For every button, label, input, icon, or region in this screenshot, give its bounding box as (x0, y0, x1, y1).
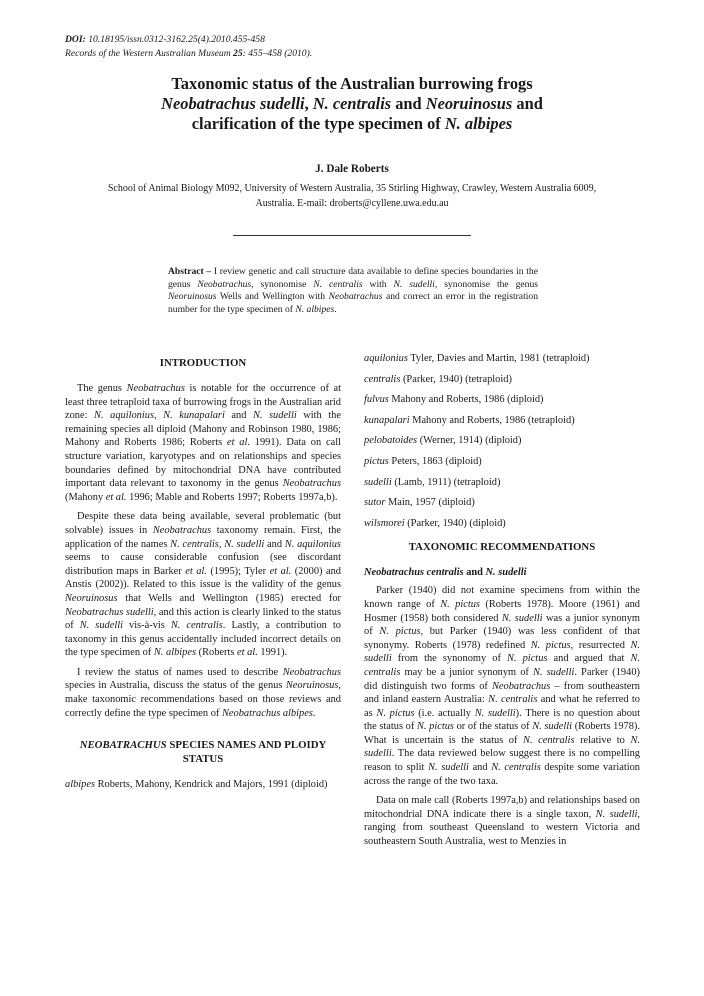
taxon-name: et al. (226, 437, 250, 449)
abstract-taxon: N. albipes (295, 303, 335, 315)
taxon-name: N. sudelli (501, 612, 543, 624)
abstract-label: Abstract – (168, 266, 212, 277)
taxon-name: N. centralis (491, 762, 541, 774)
species-name: wilsmorei (364, 517, 405, 529)
paragraph-text: , make taxonomic recommendations based on those reviews and correctly define the type specimen of (65, 680, 341, 719)
paragraph-text: . Parker (1940) did distinguish two forms of (364, 666, 640, 692)
taxon-name: et al. (237, 647, 258, 659)
paragraph-text: (Roberts (196, 647, 238, 659)
taxon-name: Neoruinosus (65, 592, 118, 604)
species-entry (364, 496, 640, 510)
paragraph-text: and argued that (547, 653, 631, 665)
author-affiliation (60, 181, 644, 211)
paragraph-text: , resurrected (570, 639, 631, 651)
subsection-taxon-2: N. sudelli (485, 567, 527, 579)
paragraph-text: The genus (77, 383, 127, 394)
recommendation-paragraph-2 (364, 794, 640, 848)
paragraph-text: taxonomy remain. First, the application of the names (65, 524, 341, 550)
species-entry (364, 393, 640, 407)
paragraph-text: Parker (1940) did not examine specimens from within the known range of (364, 585, 640, 610)
title-taxon-1: Neobatrachus sudelli (161, 94, 305, 113)
taxon-name: N. aquilonius (94, 410, 154, 422)
paragraph-text: . (312, 707, 316, 719)
paragraph-text: and (468, 762, 492, 774)
taxon-name: N. sudelli (532, 721, 573, 733)
abstract-taxon: N. centralis (313, 278, 363, 290)
taxon-name: N. centralis (170, 620, 223, 632)
title-line-1: Taxonomic status of the Australian burrowing frogs (171, 74, 533, 93)
journal-header (65, 33, 312, 61)
title-taxon-4: N. albipes (444, 114, 513, 133)
species-authority: (Parker, 1940) (diploid) (404, 517, 506, 529)
species-name: sutor (364, 497, 386, 509)
species-name: sudelli (364, 476, 392, 488)
abstract-taxon: Neoruinosus (168, 291, 217, 302)
title-line-3 (60, 114, 644, 134)
paragraph-text: . The data reviewed below suggest there is no compelling reason to split (364, 748, 640, 774)
species-name: pelobatoides (364, 435, 418, 447)
taxon-name: N. sudelli (79, 620, 123, 632)
species-name: aquilonius (364, 353, 408, 364)
taxon-name: N. centralis (523, 734, 575, 746)
paragraph-text: I review the status of names used to describe (77, 666, 283, 678)
paragraph-text: 1996; Mable and Roberts 1997; Roberts 1997a,b). (126, 491, 338, 503)
abstract (168, 266, 538, 316)
taxon-name: N. pictus (530, 639, 571, 651)
subsection-taxon-1: Neobatrachus centralis (364, 567, 464, 579)
article-title (60, 74, 644, 134)
title-sep-2: and (391, 94, 426, 113)
intro-paragraph-3 (65, 666, 341, 720)
journal-name: Records of the Western Australian Museum (65, 48, 231, 59)
title-line-3-text: clarification of the type specimen of (191, 114, 445, 133)
right-column (364, 352, 640, 855)
taxon-name: Neobatrachus albipes (221, 707, 313, 719)
taxon-name: N. sudelli (224, 538, 265, 550)
citation-line (65, 47, 312, 61)
paragraph-text: relative to (574, 734, 631, 746)
paragraph-text: , and this action is clearly linked to the status of (65, 606, 341, 632)
species-entry (364, 352, 640, 366)
paragraph-text: ). There is no question about the status of (364, 707, 640, 733)
abstract-text: Wells and Wellington with (216, 291, 329, 302)
taxon-name: N. kunapalari (163, 410, 225, 422)
taxon-name: N. sudelli (474, 707, 516, 719)
paragraph-text: , (154, 410, 164, 422)
intro-paragraph-2 (65, 510, 341, 660)
doi-label: DOI: (65, 34, 86, 45)
taxon-name: N. centralis (488, 694, 538, 706)
introduction-heading: INTRODUCTION (159, 357, 247, 369)
species-authority: Main, 1957 (diploid) (385, 497, 475, 509)
species-entry (364, 455, 640, 469)
abstract-taxon: N. sudelli (393, 278, 435, 290)
species-authority: Peters, 1863 (diploid) (388, 455, 482, 467)
paragraph-text: – from southeastern and inland eastern Australia: (364, 680, 640, 706)
left-column (65, 352, 341, 799)
paragraph-text: species in Australia, discuss the status of the genus (65, 680, 286, 692)
page-range: : 455–458 (2010). (242, 48, 313, 59)
species-entry (364, 373, 640, 387)
species-name: pictus (364, 455, 389, 467)
paragraph-text: , ranging from southeast Queensland to western Victoria and southeastern South Australia, west to Menzies in (364, 808, 640, 848)
species-authority: Tyler, Davies and Martin, 1981 (tetraploid) (407, 353, 590, 364)
taxon-name: N. pictus (376, 707, 415, 719)
subsection-and: and (463, 567, 486, 579)
abstract-taxon: Neobatrachus (328, 291, 383, 302)
species-names-heading-rest: SPECIES NAMES AND PLOIDY STATUS (166, 739, 327, 766)
paragraph-text: is notable for the occurrence of at least three tetraploid taxa of burrowing frogs in the Australian arid zone: (65, 383, 341, 422)
taxon-name: N. albipes (153, 647, 197, 659)
species-entry (364, 434, 640, 448)
species-authority: Roberts, Mahony, Kendrick and Majors, 1991 (diploid) (95, 779, 328, 791)
intro-paragraph-1 (65, 382, 341, 504)
abstract-text: and correct an error in the registration number for the type specimen of (168, 291, 538, 315)
paragraph-text: (2000) and Anstis (2002)). Related to this issue is the validity of the genus (65, 565, 341, 591)
paragraph-text: with the remaining species all diploid (Mahony and Robinson 1980, 1986; Mahony and Roberts 1986; Roberts (65, 410, 341, 449)
taxon-name: N. pictus (416, 721, 454, 733)
paragraph-text: , but Parker (1940) was less confident of that synonymy. Roberts (1978) redefined (364, 626, 640, 651)
species-name: albipes (65, 779, 96, 791)
taxon-name: N. aquilonius (284, 538, 341, 550)
species-names-heading (65, 738, 341, 766)
recommendation-paragraph-1 (364, 584, 640, 788)
taxon-name: Neobatrachus (126, 383, 185, 394)
paragraph-text: 1991). Data on call structure variation, karyotypes and on relationships and species boundaries defined by mitochondrial DNA have contributed important data relevant to taxonomy in the genus (65, 437, 341, 490)
paragraph-text: may be a junior synonym of (400, 666, 533, 678)
paragraph-text: seems to cause considerable confusion (see discordant distribution maps in Barker (65, 552, 341, 577)
taxon-name: Neobatrachus (152, 524, 212, 536)
paragraph-text: 1991). (257, 647, 288, 659)
taxon-name: et al. (269, 565, 292, 577)
species-list (364, 352, 640, 530)
title-taxon-2: N. centralis (312, 94, 392, 113)
taxon-name: N. centralis (364, 653, 640, 678)
paragraph-text: that Wells and Wellington (1985) erected for (117, 592, 341, 604)
title-sep-1: , (304, 94, 313, 113)
taxon-name: N. pictus (507, 653, 548, 665)
paragraph-text: , (218, 538, 225, 550)
species-authority: Mahony and Roberts, 1986 (tetraploid) (409, 414, 575, 426)
taxon-name: N. sudelli (428, 762, 469, 774)
taxon-name: N. sudelli (252, 410, 297, 422)
affiliation-line-2: Australia. E-mail: droberts@cyllene.uwa.edu.au (255, 198, 449, 209)
abstract-text: , synonomise the genus (434, 278, 539, 290)
paragraph-text: and (224, 410, 253, 422)
species-entry (65, 778, 341, 792)
paragraph-text: (1995); Tyler (206, 565, 270, 577)
species-names-heading-genus: NEOBATRACHUS (79, 739, 167, 752)
paragraph-text: (i.e. actually (414, 707, 475, 719)
taxon-name: et al. (105, 491, 127, 503)
paragraph-text: from the synonomy of (391, 653, 507, 665)
species-name: fulvus (364, 394, 389, 406)
paragraph-text: despite some variation across the range of the two taxa. (364, 762, 640, 787)
paragraph-text: Data on male call (Roberts 1997a,b) and relationships based on mitochondrial DNA indicate there is a single taxon, (364, 795, 640, 820)
species-authority: (Werner, 1914) (diploid) (417, 435, 522, 447)
species-entry (364, 476, 640, 490)
species-authority: (Lamb, 1911) (tetraploid) (391, 476, 501, 488)
paragraph-text: vis-à-vis (122, 620, 171, 632)
species-entry (364, 517, 640, 531)
species-entry (364, 414, 640, 428)
species-authority: (Parker, 1940) (tetraploid) (400, 373, 512, 385)
abstract-text: . (334, 303, 337, 315)
doi-value: 10.18195/issn.0312-3162.25(4).2010.455-458 (85, 34, 265, 45)
author-name: J. Dale Roberts (315, 163, 389, 175)
taxon-name: Neobatrachus (491, 680, 551, 692)
taxon-name: N. sudelli (364, 734, 640, 760)
taxon-name: N. sudelli (364, 639, 640, 665)
taxon-name: N. pictus (379, 626, 421, 638)
taxonomic-recommendations-heading: TAXONOMIC RECOMMENDATIONS (408, 541, 596, 554)
title-taxon-3: Neoruinosus (425, 94, 513, 113)
taxon-name: Neobatrachus (282, 666, 341, 678)
paragraph-text: Despite these data being available, several problematic (but solvable) issues in (65, 511, 341, 536)
paragraph-text: and (264, 538, 285, 550)
paragraph-text: . Lastly, a contribution to taxonomy in this genus accidentally included incorrect details on the type specimen of (65, 620, 341, 659)
abstract-text: I review genetic and call structure data available to define species boundaries in the genus (168, 266, 538, 290)
taxon-name: N. centralis (170, 538, 219, 550)
paragraph-text: or of the status of (453, 721, 533, 733)
paragraph-text: and what he referred to as (364, 694, 641, 719)
paragraph-text: (Mahony (65, 491, 106, 503)
doi-line (65, 33, 312, 47)
taxon-name: Neobatrachus (282, 478, 341, 490)
taxon-name: N. pictus (440, 598, 480, 610)
species-name: centralis (364, 373, 401, 385)
abstract-taxon: Neobatrachus (197, 278, 252, 290)
title-sep-3: and (512, 94, 543, 113)
volume-number: 25 (230, 48, 243, 59)
affiliation-line-1: School of Animal Biology M092, University of Western Australia, 35 Stirling Highway, Crawley, Western Australia 6009, (107, 183, 597, 194)
taxon-name: Neoruinosus (285, 680, 339, 692)
taxon-name: et al. (185, 565, 207, 577)
taxon-name: N. sudelli (595, 808, 638, 820)
taxon-name: N. sudelli (533, 666, 575, 678)
taxon-name: Neobatrachus sudelli (65, 606, 154, 618)
abstract-text: with (362, 278, 394, 290)
species-authority: Mahony and Roberts, 1986 (diploid) (388, 394, 544, 406)
species-name: kunapalari (364, 414, 410, 426)
subsection-heading (364, 566, 640, 580)
title-line-2 (60, 94, 644, 114)
paragraph-text: was a junior synonym of (364, 612, 640, 638)
paragraph-text: (Roberts 1978). Moore (1961) and Hosmer (1958) both considered (364, 598, 640, 624)
abstract-text: , synonomise (251, 278, 314, 290)
section-divider (233, 235, 471, 236)
paragraph-text: (Roberts 1978). What is uncertain is the status of (364, 721, 640, 746)
